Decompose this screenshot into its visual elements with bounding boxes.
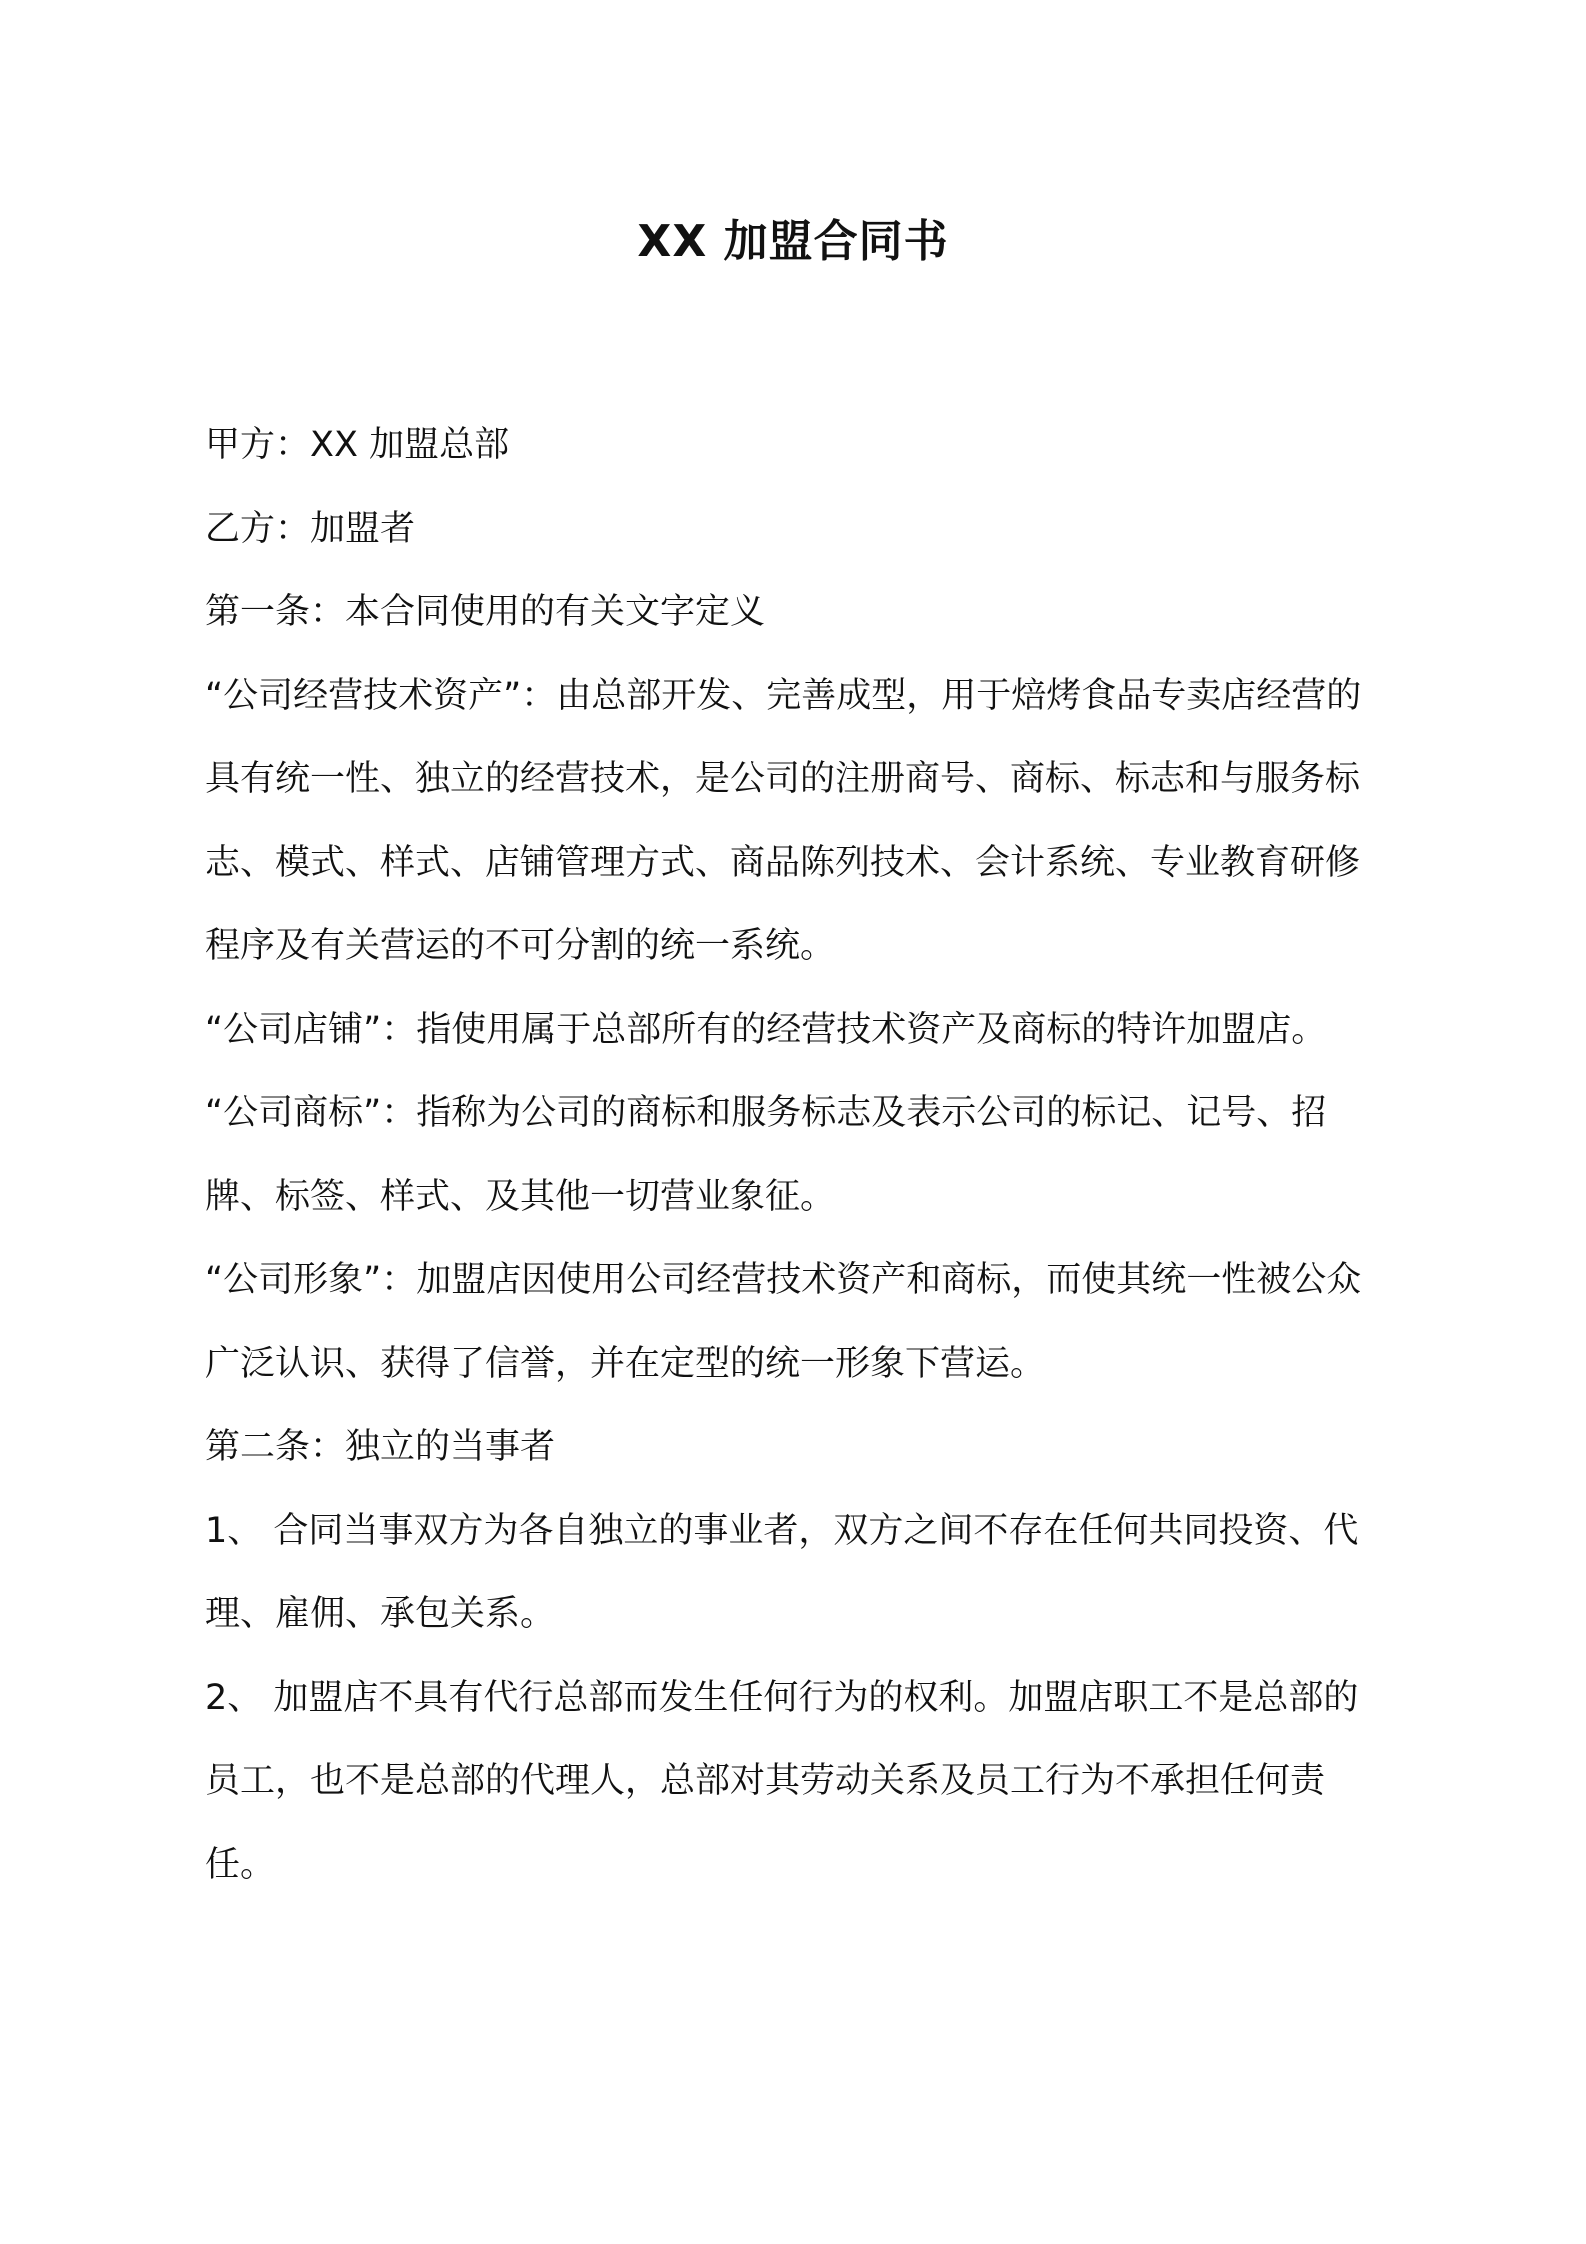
definition-image: “公司形象”：加盟店因使用公司经营技术资产和商标，而使其统一性被公众广泛认识、获得了信誉，并在定型的统一形象下营运。 — [205, 1260, 1362, 1384]
definition-stores: “公司店铺”：指使用属于总部所有的经营技术资产及商标的特许加盟店。 — [205, 1009, 1327, 1050]
party-b-line: 乙方：加盟者 — [205, 508, 416, 549]
article-1-heading: 第一条：本合同使用的有关文字定义 — [205, 592, 766, 632]
party-a-line: 甲方：XX 加盟总部 — [205, 425, 510, 465]
article-2-heading: 第二条：独立的当事者 — [205, 1427, 556, 1467]
definition-trademark: “公司商标”：指称为公司的商标和服务标志及表示公司的标记、记号、招牌、标签、样式、及其他一切营业象征。 — [205, 1093, 1327, 1217]
document-title: XX 加盟合同书 — [637, 216, 949, 267]
definition-assets: “公司经营技术资产”：由总部开发、完善成型，用于焙烤食品专卖店经营的具有统一性、独立的经营技术，是公司的注册商号、商标、标志和与服务标志、模式、样式、店铺管理方式、商品陈列技术、会计系统、专业教育研修程序及有关营运的不可分割的统一系统。 — [205, 675, 1362, 966]
article-2-item-1: 1、 合同当事双方为各自独立的事业者，双方之间不存在任何共同投资、代理、雇佣、承包关系。 — [205, 1510, 1359, 1634]
document-body — [205, 404, 1385, 1907]
article-2-item-2: 2、 加盟店不具有代行总部而发生任何行为的权利。加盟店职工不是总部的员工，也不是总部的代理人，总部对其劳动关系及员工行为不承担任何责任。 — [205, 1677, 1359, 1885]
